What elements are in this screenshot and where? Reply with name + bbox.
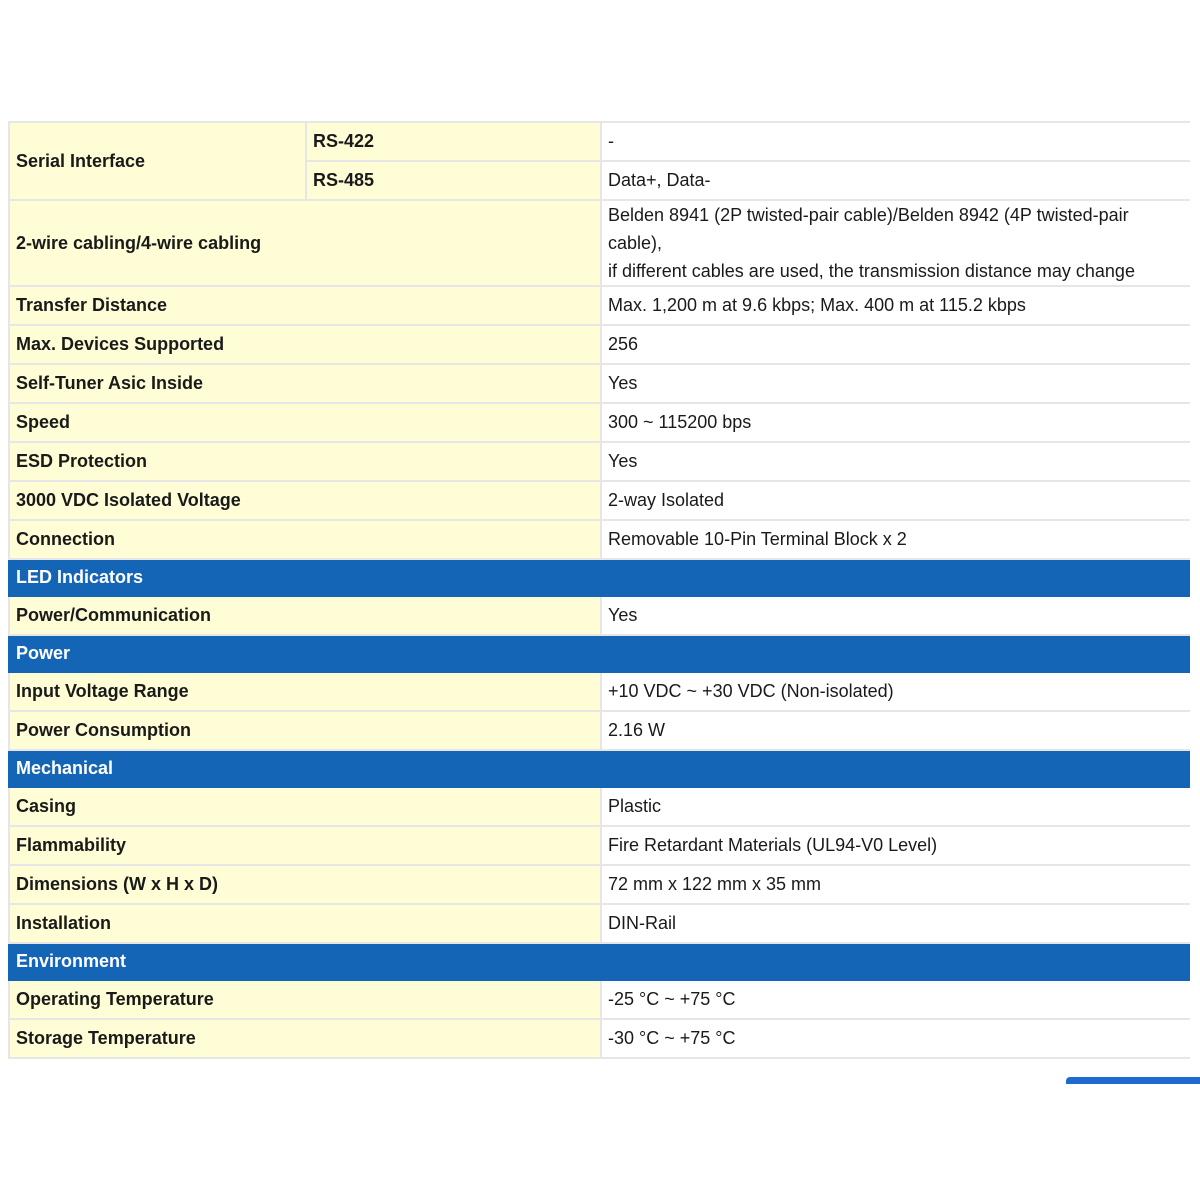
row-value: DIN-Rail bbox=[601, 904, 1190, 943]
table-row bbox=[9, 403, 1190, 442]
row-value: 72 mm x 122 mm x 35 mm bbox=[601, 865, 1190, 904]
table-row bbox=[9, 980, 1190, 1019]
value-line: Belden 8941 (2P twisted-pair cable)/Belden 8942 (4P twisted-pair cable), bbox=[608, 205, 1129, 253]
row-label: Power/Communication bbox=[9, 596, 601, 635]
row-label: Transfer Distance bbox=[9, 286, 601, 325]
row-value: -25 °C ~ +75 °C bbox=[601, 980, 1190, 1019]
section-header-mechanical bbox=[9, 750, 1190, 787]
spec-table-container bbox=[8, 121, 1190, 1084]
table-row bbox=[9, 325, 1190, 364]
row-value: Yes bbox=[601, 596, 1190, 635]
row-label: 2-wire cabling/4-wire cabling bbox=[9, 200, 601, 286]
value-line: if different cables are used, the transmission distance may change bbox=[608, 261, 1135, 281]
row-label: 3000 VDC Isolated Voltage bbox=[9, 481, 601, 520]
table-row bbox=[9, 826, 1190, 865]
row-label: Flammability bbox=[9, 826, 601, 865]
section-title: LED Indicators bbox=[9, 559, 1190, 596]
row-value: Data+, Data- bbox=[601, 161, 1190, 200]
row-label: Storage Temperature bbox=[9, 1019, 601, 1058]
table-row bbox=[9, 364, 1190, 403]
spec-table bbox=[8, 121, 1190, 1059]
row-value: Fire Retardant Materials (UL94-V0 Level) bbox=[601, 826, 1190, 865]
table-row bbox=[9, 442, 1190, 481]
row-label: Power Consumption bbox=[9, 711, 601, 750]
table-row bbox=[9, 122, 1190, 161]
row-label: Installation bbox=[9, 904, 601, 943]
row-value bbox=[601, 200, 1190, 286]
row-value: 2-way Isolated bbox=[601, 481, 1190, 520]
row-value: Removable 10-Pin Terminal Block x 2 bbox=[601, 520, 1190, 559]
row-value: - bbox=[601, 122, 1190, 161]
row-label: Serial Interface bbox=[9, 122, 306, 200]
row-value: 2.16 W bbox=[601, 711, 1190, 750]
section-header-environment bbox=[9, 943, 1190, 980]
section-title: Power bbox=[9, 635, 1190, 672]
row-value: -30 °C ~ +75 °C bbox=[601, 1019, 1190, 1058]
row-label: Max. Devices Supported bbox=[9, 325, 601, 364]
section-title: Environment bbox=[9, 943, 1190, 980]
row-label: Self-Tuner Asic Inside bbox=[9, 364, 601, 403]
row-value: 300 ~ 115200 bps bbox=[601, 403, 1190, 442]
table-row bbox=[9, 286, 1190, 325]
table-row bbox=[9, 1019, 1190, 1058]
table-row bbox=[9, 596, 1190, 635]
row-value: Plastic bbox=[601, 787, 1190, 826]
row-value: +10 VDC ~ +30 VDC (Non-isolated) bbox=[601, 672, 1190, 711]
table-row bbox=[9, 787, 1190, 826]
row-label: ESD Protection bbox=[9, 442, 601, 481]
row-sublabel: RS-485 bbox=[306, 161, 601, 200]
row-sublabel: RS-422 bbox=[306, 122, 601, 161]
row-value: Yes bbox=[601, 364, 1190, 403]
table-row bbox=[9, 481, 1190, 520]
table-row bbox=[9, 672, 1190, 711]
section-header-led-indicators bbox=[9, 559, 1190, 596]
table-row bbox=[9, 865, 1190, 904]
table-row bbox=[9, 904, 1190, 943]
row-label: Dimensions (W x H x D) bbox=[9, 865, 601, 904]
row-value: Yes bbox=[601, 442, 1190, 481]
table-row bbox=[9, 200, 1190, 286]
row-value: Max. 1,200 m at 9.6 kbps; Max. 400 m at 115.2 kbps bbox=[601, 286, 1190, 325]
section-title: Mechanical bbox=[9, 750, 1190, 787]
row-label: Input Voltage Range bbox=[9, 672, 601, 711]
table-row bbox=[9, 711, 1190, 750]
row-value: 256 bbox=[601, 325, 1190, 364]
table-row bbox=[9, 520, 1190, 559]
row-label: Operating Temperature bbox=[9, 980, 601, 1019]
section-header-power bbox=[9, 635, 1190, 672]
row-label: Casing bbox=[9, 787, 601, 826]
row-label: Connection bbox=[9, 520, 601, 559]
row-label: Speed bbox=[9, 403, 601, 442]
floating-button-edge[interactable] bbox=[1066, 1077, 1200, 1084]
